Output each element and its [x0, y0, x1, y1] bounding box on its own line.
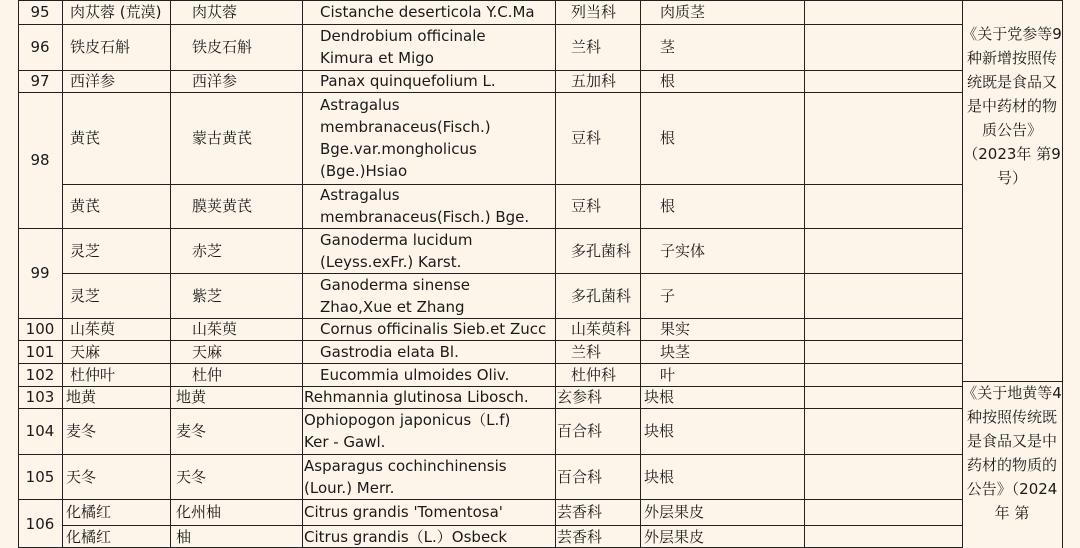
common-name: 天麻: [70, 342, 101, 361]
plant-name: 化州柚: [176, 503, 222, 521]
announcement-note-2023: 《关于党参等9种新增按照传统既是食品又是中药材的物质公告》（2023年 第9号）: [962, 25, 1062, 187]
row-number: 102: [25, 365, 55, 384]
row-number: 103: [25, 388, 55, 406]
row-number: 105: [25, 467, 55, 486]
common-name: 肉苁蓉 (荒漠): [70, 3, 162, 21]
row-number: 95: [30, 3, 50, 21]
family: 豆科: [571, 129, 602, 147]
latin-name: Cistanche deserticola Y.C.Ma: [320, 3, 535, 21]
latin-name: Asparagus cochinchinensis (Lour.) Merr.: [304, 456, 507, 497]
part: 外层果皮: [644, 503, 705, 521]
column-border: [555, 0, 556, 548]
common-name: 灵芝: [70, 241, 101, 260]
family: 兰科: [571, 342, 602, 361]
family: 杜仲科: [571, 365, 617, 384]
row-number: 98: [30, 151, 50, 169]
latin-name: Ophiopogon japonicus（L.f) Ker - Gawl.: [304, 411, 511, 451]
column-border: [18, 0, 19, 548]
part: 肉质茎: [660, 3, 706, 21]
latin-name: Cornus officinalis Sieb.et Zucc: [320, 320, 547, 338]
part: 子: [660, 286, 676, 305]
plant-name: 赤芝: [192, 241, 223, 260]
latin-name: Panax quinquefolium L.: [320, 72, 496, 90]
part: 根: [660, 129, 676, 147]
plant-name: 地黄: [176, 388, 207, 406]
plant-name: 天冬: [176, 467, 207, 486]
table-top-border: [18, 0, 962, 1]
column-border: [62, 0, 63, 548]
latin-name: Ganoderma lucidum (Leyss.exFr.) Karst.: [320, 230, 473, 271]
plant-name: 柚: [176, 527, 192, 546]
row-divider: [62, 525, 962, 526]
common-name: 灵芝: [70, 286, 101, 305]
row-number: 104: [25, 422, 55, 440]
part: 块根: [644, 422, 675, 440]
common-name: 地黄: [66, 388, 97, 406]
latin-name: Citrus grandis（L.）Osbeck: [304, 527, 508, 546]
row-number: 99: [30, 264, 50, 282]
common-name: 化橘红: [66, 527, 112, 546]
part: 块茎: [660, 342, 691, 361]
plant-name: 铁皮石斛: [192, 38, 253, 56]
part: 茎: [660, 38, 676, 56]
plant-name: 紫芝: [192, 286, 223, 305]
family: 五加科: [571, 72, 617, 90]
part: 果实: [660, 320, 691, 338]
plant-name: 杜仲: [192, 365, 223, 384]
part: 块根: [644, 388, 675, 406]
part: 根: [660, 197, 676, 215]
note-top-border: [962, 0, 1063, 1]
latin-name: Gastrodia elata Bl.: [320, 342, 459, 361]
plant-name: 麦冬: [176, 422, 207, 440]
plant-name: 膜荚黄芪: [192, 197, 253, 215]
plant-name: 西洋参: [192, 72, 238, 90]
latin-name: Rehmannia glutinosa Libosch.: [304, 388, 529, 406]
plant-name: 山茱萸: [192, 320, 238, 338]
column-border: [804, 0, 805, 548]
row-number: 96: [30, 38, 50, 56]
part: 叶: [660, 365, 676, 384]
plant-name: 天麻: [192, 342, 223, 361]
column-border: [640, 0, 641, 548]
common-name: 西洋参: [70, 72, 116, 90]
common-name: 麦冬: [66, 422, 97, 440]
part: 子实体: [660, 241, 706, 260]
plant-name: 肉苁蓉: [192, 3, 238, 21]
column-border: [170, 0, 171, 548]
family: 芸香科: [557, 503, 603, 521]
family: 百合科: [557, 467, 603, 486]
latin-name: Astragalus membranaceus(Fisch.) Bge.: [320, 186, 530, 226]
latin-name: Eucommia ulmoides Oliv.: [320, 365, 510, 384]
common-name: 黄芪: [70, 129, 101, 147]
common-name: 黄芪: [70, 197, 101, 215]
announcement-note-2024: 《关于地黄等4种按照传统既是食品又是中药材的物质的公告》（2024年 第: [962, 384, 1062, 522]
column-border: [302, 0, 303, 548]
family: 多孔菌科: [571, 286, 632, 305]
common-name: 铁皮石斛: [70, 38, 131, 56]
part: 根: [660, 72, 676, 90]
note-border: [1062, 0, 1063, 548]
common-name: 山茱萸: [70, 320, 116, 338]
latin-name: Astragalus membranaceus(Fisch.) Bge.var.mongholicus (Bge.)Hsiao: [320, 96, 491, 180]
row-divider: [62, 273, 962, 274]
plant-name: 蒙古黄芪: [192, 129, 253, 147]
family: 玄参科: [557, 388, 603, 406]
row-divider: [62, 184, 962, 185]
row-number: 100: [25, 320, 55, 338]
common-name: 天冬: [66, 467, 97, 486]
latin-name: Dendrobium officinale Kimura et Migo: [320, 27, 486, 67]
common-name: 杜仲叶: [70, 365, 116, 384]
part: 块根: [644, 467, 675, 486]
family: 兰科: [571, 38, 602, 56]
part: 外层果皮: [644, 527, 705, 546]
family: 列当科: [571, 3, 617, 21]
latin-name: Ganoderma sinense Zhao,Xue et Zhang: [320, 275, 470, 316]
family: 山茱萸科: [571, 320, 632, 338]
row-number: 101: [25, 342, 55, 361]
family: 多孔菌科: [571, 241, 632, 260]
common-name: 化橘红: [66, 503, 112, 521]
family: 芸香科: [557, 527, 603, 546]
row-number: 106: [25, 514, 55, 533]
family: 百合科: [557, 422, 603, 440]
row-number: 97: [30, 72, 50, 90]
family: 豆科: [571, 197, 602, 215]
latin-name: Citrus grandis 'Tomentosa': [304, 503, 503, 521]
